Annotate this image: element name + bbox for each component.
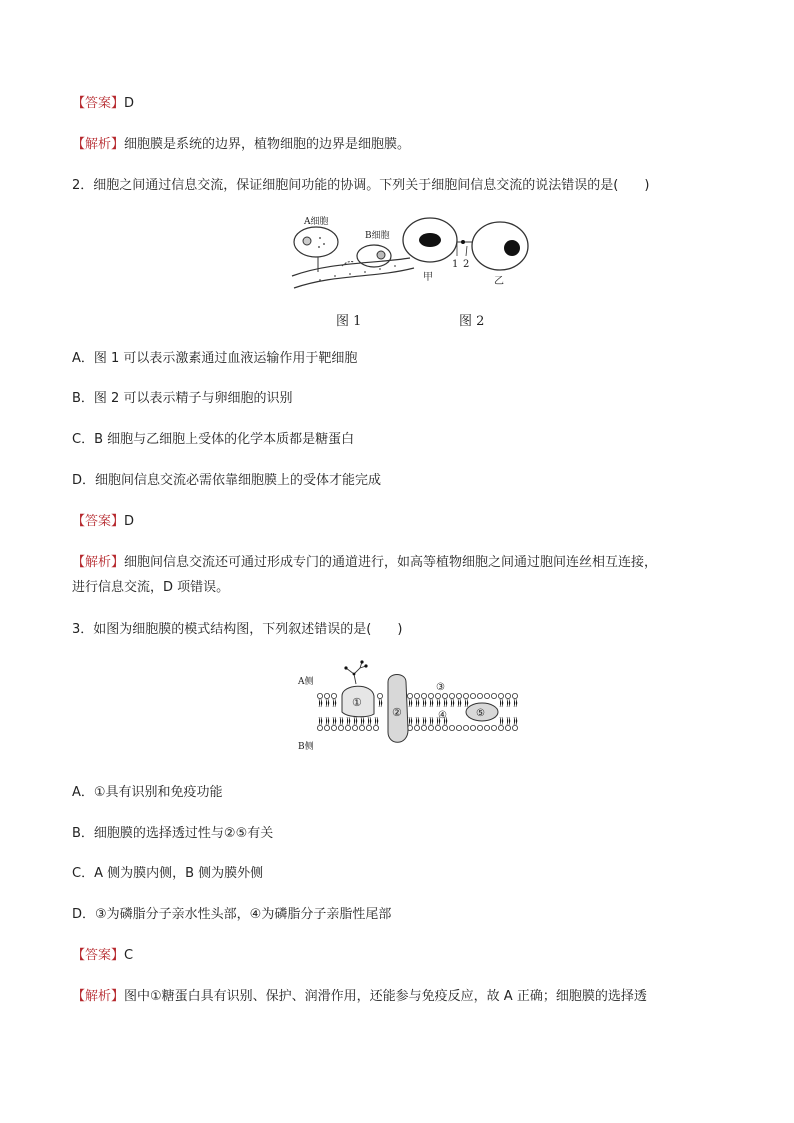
answer-tag: 【答案】 (72, 514, 125, 529)
explanation-text: 图中①糖蛋白具有识别、保护、润滑作用，还能参与免疫反应，故 A 正确；细胞膜的选择透 (124, 989, 647, 1004)
explanation-tag: 【解析】 (72, 989, 125, 1004)
label-1: 1 (452, 259, 459, 270)
answer-2 (72, 512, 732, 532)
marker-4: ④ (438, 710, 447, 721)
membrane-figure (296, 660, 528, 760)
q3-option-c: C．A 侧为膜内侧，B 侧为膜外侧 (72, 866, 264, 881)
answer-value: C (124, 948, 134, 963)
yi-label: 乙 (494, 276, 504, 287)
explanation-1 (72, 135, 732, 155)
marker-1: ① (352, 696, 362, 709)
q2-option-a: A．图 1 可以表示激素通过血液运输作用于靶细胞 (72, 351, 358, 366)
explanation-tag: 【解析】 (72, 137, 125, 152)
q3-option-b: B．细胞膜的选择透过性与②⑤有关 (72, 826, 274, 841)
marker-2: ② (392, 706, 402, 719)
explanation-text: 细胞间信息交流还可通过形成专门的通道进行，如高等植物细胞之间通过胞间连丝相互连接， (124, 555, 658, 570)
a-side-label: A侧 (298, 677, 314, 687)
jia-label: 甲 (423, 272, 433, 283)
explanation-text: 细胞膜是系统的边界，植物细胞的边界是细胞膜。 (124, 137, 411, 152)
answer-value: D (124, 96, 135, 111)
question-2: 2．细胞之间通过信息交流，保证细胞间功能的协调。下列关于细胞间信息交流的说法错误的是( ) (72, 178, 650, 193)
cell-communication-figure (290, 210, 540, 302)
q2-option-b: B．图 2 可以表示精子与卵细胞的识别 (72, 391, 293, 406)
q3-option-a: A．①具有识别和免疫功能 (72, 785, 223, 800)
answer-value: D (124, 514, 135, 529)
answer-tag: 【答案】 (72, 948, 125, 963)
explanation-tag: 【解析】 (72, 555, 125, 570)
b-cell-label: B细胞 (365, 231, 390, 241)
explanation-2-line-1 (72, 553, 732, 573)
explanation-3 (72, 987, 732, 1007)
q2-option-c: C．B 细胞与乙细胞上受体的化学本质都是糖蛋白 (72, 432, 355, 447)
label-2: 2 (463, 259, 470, 270)
figure-2-caption: 图 2 (459, 314, 485, 329)
answer-tag: 【答案】 (72, 96, 125, 111)
explanation-2-line-2: 进行信息交流，D 项错误。 (72, 580, 230, 595)
marker-3: ③ (436, 682, 445, 693)
answer-1 (72, 94, 732, 114)
figure-1-caption: 图 1 (336, 314, 362, 329)
q3-option-d: D．③为磷脂分子亲水性头部，④为磷脂分子亲脂性尾部 (72, 907, 392, 922)
q2-option-d: D．细胞间信息交流必需依靠细胞膜上的受体才能完成 (72, 473, 382, 488)
membrane-diagram (296, 660, 528, 760)
marker-5: ⑤ (476, 708, 485, 719)
a-cell-label: A细胞 (304, 217, 329, 227)
b-side-label: B侧 (298, 742, 314, 752)
cell-communication-diagram (290, 210, 540, 302)
question-3: 3．如图为细胞膜的模式结构图，下列叙述错误的是( ) (72, 622, 403, 637)
answer-3 (72, 946, 732, 966)
